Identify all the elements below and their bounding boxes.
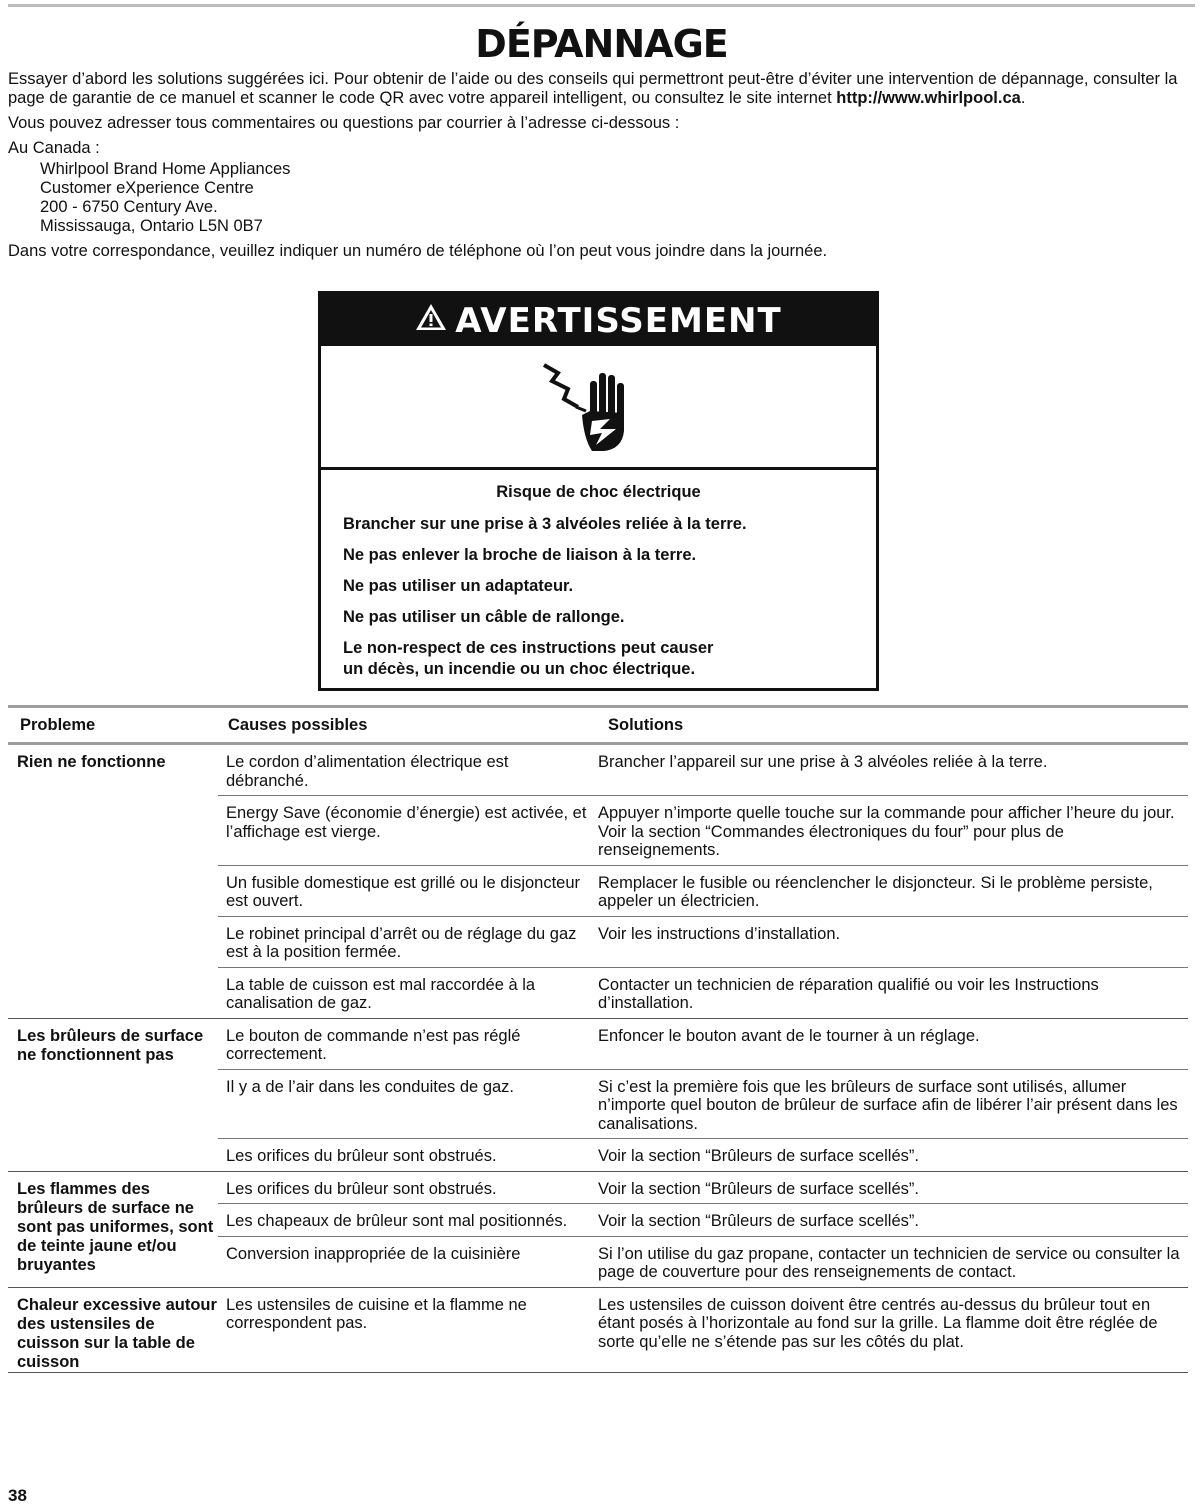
intro-end: . — [1020, 89, 1026, 107]
canada-label: Au Canada : — [8, 139, 100, 157]
table-row — [218, 917, 1188, 968]
table-row — [218, 796, 1188, 866]
problem-group — [8, 1172, 1188, 1288]
page-title: DÉPANNAGE — [475, 22, 728, 66]
top-rule — [8, 4, 1195, 7]
cause-cell: La table de cuisson est mal raccordée à la canalisation de gaz. — [226, 975, 536, 1012]
table-row — [218, 1204, 1188, 1237]
table-row — [218, 968, 1188, 1018]
problem-label: Les flammes des brûleurs de surface ne sont pas uniformes, sont de teinte jaune et/ou bruyantes — [17, 1179, 214, 1274]
table-row — [218, 1237, 1188, 1287]
table-row — [218, 866, 1188, 917]
solution-cell: Voir la section “Brûleurs de surface scellés”. — [598, 1147, 919, 1165]
solution-cell: Voir les instructions d’installation. — [598, 924, 841, 943]
cause-cell: Le bouton de commande n’est pas réglé correctement. — [226, 1026, 521, 1063]
cause-cell: Le robinet principal d’arrêt ou de réglage du gaz est à la position fermée. — [226, 924, 577, 961]
solution-cell: Les ustensiles de cuisson doivent être centrés au-dessus du brûleur tout en étant posés à l’horizontale au fond sur la grille. La flamme doit être réglée de sorte qu’elle ne s’étende pas sur les côtés du plat. — [598, 1295, 1158, 1351]
intro-text: Essayer d’abord les solutions suggérées ici. Pour obtenir de l’aide ou des conseils qui permettront peut-être d’éviter une intervention de dépannage, consulter la page de garantie de ce manuel et scanner le code QR avec votre appareil intelligent, ou consultez le site internet — [8, 70, 1178, 107]
warning-line: Ne pas enlever la broche de liaison à la terre. — [343, 546, 697, 564]
address-line: Mississauga, Ontario L5N 0B7 — [40, 217, 263, 235]
cause-cell: Les orifices du brûleur sont obstrués. — [226, 1179, 497, 1198]
cause-cell: Conversion inappropriée de la cuisinière — [226, 1244, 521, 1263]
phone-note: Dans votre correspondance, veuillez indiquer un numéro de téléphone où l’on peut vous joindre dans la journée. — [8, 242, 828, 260]
cause-cell: Le cordon d’alimentation électrique est débranché. — [226, 753, 509, 790]
solution-cell: Brancher l’appareil sur une prise à 3 alvéoles reliée à la terre. — [598, 753, 1048, 771]
cause-cell: Les ustensiles de cuisine et la flamme ne correspondent pas. — [226, 1295, 527, 1332]
warning-text — [321, 470, 876, 680]
problem-label: Chaleur excessive autour des ustensiles de cuisson sur la table de cuisson — [17, 1295, 217, 1371]
solution-cell: Contacter un technicien de réparation qualifié ou voir les Instructions d’installation. — [598, 975, 1099, 1012]
cause-cell: Energy Save (économie d’énergie) est activée, et l’affichage est vierge. — [226, 804, 587, 841]
warning-line: Ne pas utiliser un adaptateur. — [343, 577, 574, 595]
warning-title: AVERTISSEMENT — [455, 301, 782, 341]
cause-cell: Un fusible domestique est grillé ou le disjoncteur est ouvert. — [226, 873, 581, 910]
electric-shock-hand-icon — [538, 359, 638, 459]
table-row — [218, 1139, 1188, 1171]
table-row — [218, 745, 1188, 796]
address-line: Whirlpool Brand Home Appliances — [40, 160, 291, 178]
header-problem: Probleme — [20, 716, 96, 734]
warning-header — [321, 294, 876, 346]
troubleshooting-table — [8, 705, 1188, 1373]
solution-cell: Appuyer n’importe quelle touche sur la commande pour afficher l’heure du jour. Voir la section “Commandes électroniques du four” pour plus de renseignements. — [598, 804, 1175, 859]
problem-label: Les brûleurs de surface ne fonctionnent pas — [17, 1026, 204, 1064]
mail-paragraph: Vous pouvez adresser tous commentaires ou questions par courrier à l’adresse ci-dessous : — [8, 114, 680, 132]
intro-section — [8, 70, 1193, 267]
warning-line: Brancher sur une prise à 3 alvéoles reliée à la terre. — [343, 515, 747, 533]
solution-cell: Si l’on utilise du gaz propane, contacter un technicien de service ou consulter la page de couverture pour des renseignements de contact. — [598, 1244, 1180, 1281]
page-number: 38 — [8, 1486, 27, 1505]
solution-cell: Enfoncer le bouton avant de le tourner à un réglage. — [598, 1026, 980, 1045]
address-line: 200 - 6750 Century Ave. — [40, 198, 218, 216]
header-solutions: Solutions — [608, 716, 684, 734]
table-row — [218, 1019, 1188, 1070]
mailing-address — [40, 160, 1193, 236]
warning-pictogram-area — [321, 346, 876, 470]
website-link[interactable]: http://www.whirlpool.ca — [836, 89, 1021, 107]
table-row — [218, 1070, 1188, 1140]
header-causes: Causes possibles — [228, 716, 368, 734]
table-row — [218, 1172, 1188, 1205]
problem-group — [8, 1019, 1188, 1172]
warning-line: un décès, un incendie ou un choc électrique. — [343, 660, 696, 678]
problem-group — [8, 1288, 1188, 1373]
solution-cell: Voir la section “Brûleurs de surface scellés”. — [598, 1179, 919, 1198]
table-row — [218, 1288, 1188, 1357]
warning-box — [318, 291, 879, 691]
table-header — [8, 705, 1188, 745]
warning-line: Le non-respect de ces instructions peut causer — [343, 639, 714, 657]
solution-cell: Remplacer le fusible ou réenclencher le disjoncteur. Si le problème persiste, appeler un électricien. — [598, 873, 1153, 910]
cause-cell: Il y a de l’air dans les conduites de gaz. — [226, 1077, 515, 1096]
cause-cell: Les chapeaux de brûleur sont mal positionnés. — [226, 1212, 568, 1230]
intro-paragraph — [8, 70, 1193, 108]
warning-line: Ne pas utiliser un câble de rallonge. — [343, 608, 625, 626]
problem-label: Rien ne fonctionne — [17, 753, 166, 771]
solution-cell: Si c’est la première fois que les brûleurs de surface sont utilisés, allumer n’importe quel bouton de brûleur de surface afin de libérer l’air présent dans les canalisations. — [598, 1077, 1178, 1133]
address-line: Customer eXperience Centre — [40, 179, 254, 197]
problem-group — [8, 745, 1188, 1019]
solution-cell: Voir la section “Brûleurs de surface scellés”. — [598, 1212, 919, 1230]
cause-cell: Les orifices du brûleur sont obstrués. — [226, 1147, 497, 1165]
warning-triangle-icon — [415, 293, 447, 347]
warning-risk: Risque de choc électrique — [496, 483, 701, 501]
